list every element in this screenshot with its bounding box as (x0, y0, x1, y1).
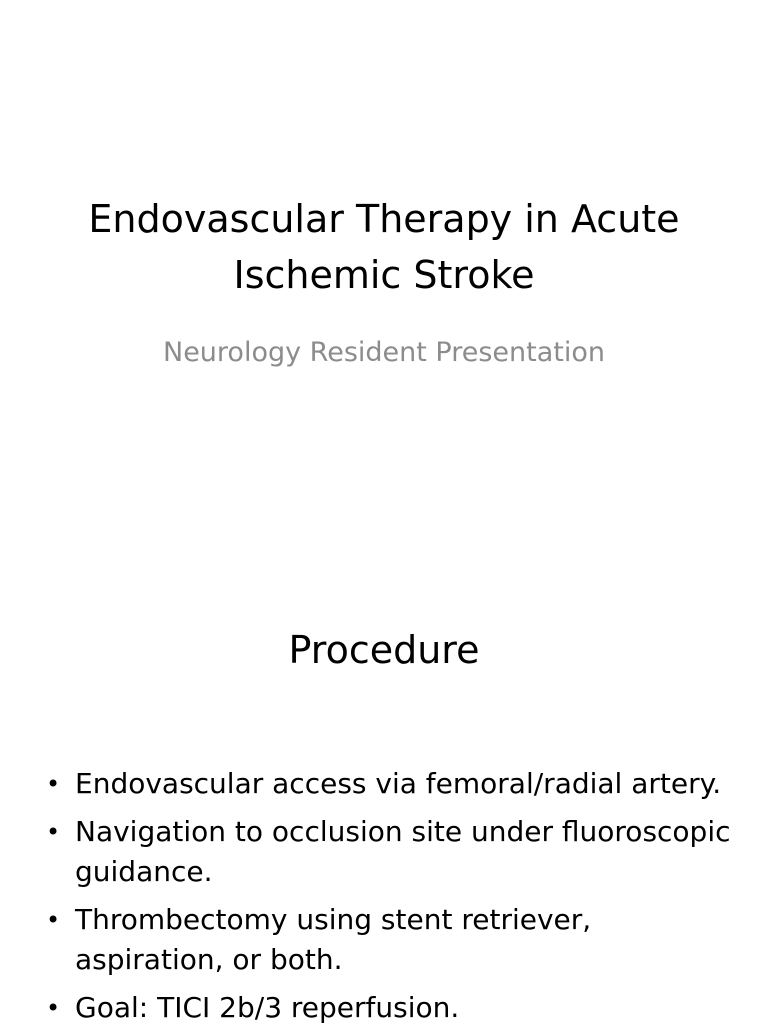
presentation-title: Endovascular Therapy in Acute Ischemic Stroke (88, 197, 680, 297)
bullet-text: Endovascular access via femoral/radial artery. (75, 767, 722, 800)
bullet-icon: • (46, 818, 61, 846)
bullet-icon: • (46, 994, 61, 1022)
bullet-text: Navigation to occlusion site under fluoroscopic guidance. (75, 815, 731, 888)
procedure-slide (0, 576, 768, 1024)
bullet-text: Goal: TICI 2b/3 reperfusion. (75, 991, 460, 1024)
bullet-icon: • (46, 906, 61, 934)
slide-title: Procedure (288, 628, 480, 672)
bullet-item (38, 900, 738, 980)
bullet-item (38, 812, 738, 892)
presentation-subtitle: Neurology Resident Presentation (163, 337, 605, 368)
bullet-item (38, 764, 738, 804)
bullet-item (38, 988, 738, 1024)
bullet-icon: • (46, 770, 61, 798)
bullet-list (38, 764, 738, 1024)
bullet-text: Thrombectomy using stent retriever, aspiration, or both. (75, 903, 592, 976)
